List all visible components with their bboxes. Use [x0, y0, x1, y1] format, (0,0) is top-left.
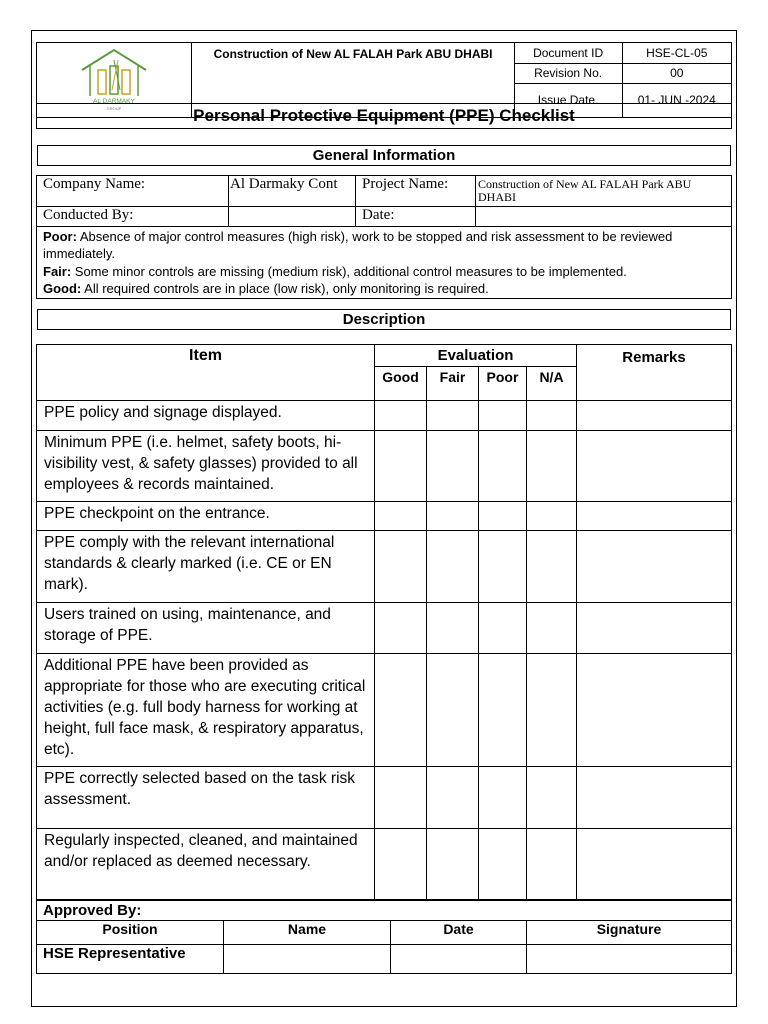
company-name-value[interactable]: Al Darmaky Cont — [229, 176, 356, 207]
eval-fair-cell[interactable] — [427, 603, 479, 654]
issue-date-value: 01- JUN -2024 — [622, 83, 731, 117]
eval-na-cell[interactable] — [527, 401, 577, 431]
hse-representative-label: HSE Representative — [37, 945, 224, 974]
checklist-title: Personal Protective Equipment (PPE) Checklist — [36, 103, 732, 129]
risk-legend — [37, 227, 732, 299]
eval-good-cell[interactable] — [375, 431, 427, 502]
remarks-header: Remarks — [577, 345, 732, 401]
item-text: Users trained on using, maintenance, and storage of PPE. — [37, 603, 375, 654]
table-row — [37, 431, 732, 502]
name-header: Name — [224, 921, 391, 945]
document-id-value: HSE-CL-05 — [622, 43, 731, 64]
project-name-label: Project Name: — [356, 176, 476, 207]
eval-na-cell[interactable] — [527, 767, 577, 829]
eval-fair-cell[interactable] — [427, 401, 479, 431]
company-name-label: Company Name: — [37, 176, 229, 207]
eval-na-cell[interactable] — [527, 531, 577, 603]
remarks-cell[interactable] — [577, 767, 732, 829]
item-text: PPE checkpoint on the entrance. — [37, 502, 375, 531]
eval-fair-cell[interactable] — [427, 829, 479, 901]
item-text: Regularly inspected, cleaned, and maintained and/or replaced as deemed necessary. — [37, 829, 375, 901]
table-row — [37, 829, 732, 901]
svg-text:GROUP: GROUP — [106, 105, 122, 111]
eval-fair-cell[interactable] — [427, 654, 479, 767]
general-info-table — [36, 175, 732, 299]
item-text: Additional PPE have been provided as appropriate for those who are executing critical activities (e.g. full body harness for working at height, full face mask, & respiratory apparatus, etc). — [37, 654, 375, 767]
checklist-table — [36, 344, 732, 901]
eval-fair-cell[interactable] — [427, 531, 479, 603]
eval-fair-header: Fair — [427, 367, 479, 401]
date-value[interactable] — [476, 207, 732, 227]
remarks-cell[interactable] — [577, 531, 732, 603]
table-row — [37, 401, 732, 431]
eval-good-header: Good — [375, 367, 427, 401]
date-header: Date — [391, 921, 527, 945]
approver-date-cell[interactable] — [391, 945, 527, 974]
eval-na-cell[interactable] — [527, 829, 577, 901]
eval-na-cell[interactable] — [527, 502, 577, 531]
legend-good: Good: All required controls are in place (low risk), only monitoring is required. — [43, 281, 489, 296]
eval-poor-cell[interactable] — [479, 401, 527, 431]
project-title: Construction of New AL FALAH Park ABU DHABI — [192, 43, 514, 118]
document-id-label: Document ID — [514, 43, 622, 64]
remarks-cell[interactable] — [577, 431, 732, 502]
table-row — [37, 502, 732, 531]
table-row — [37, 531, 732, 603]
conducted-by-label: Conducted By: — [37, 207, 229, 227]
eval-good-cell[interactable] — [375, 767, 427, 829]
remarks-cell[interactable] — [577, 502, 732, 531]
general-info-heading: General Information — [37, 145, 731, 166]
eval-good-cell[interactable] — [375, 502, 427, 531]
item-text: PPE comply with the relevant international standards & clearly marked (i.e. CE or EN mark). — [37, 531, 375, 603]
date-label: Date: — [356, 207, 476, 227]
eval-good-cell[interactable] — [375, 829, 427, 901]
eval-fair-cell[interactable] — [427, 431, 479, 502]
approver-name-cell[interactable] — [224, 945, 391, 974]
legend-fair: Fair: Some minor controls are missing (medium risk), additional control measures to be implemented. — [43, 263, 627, 279]
table-row — [37, 603, 732, 654]
signature-header: Signature — [527, 921, 732, 945]
svg-text:AL DARMAKY: AL DARMAKY — [93, 97, 136, 105]
eval-poor-cell[interactable] — [479, 431, 527, 502]
position-header: Position — [37, 921, 224, 945]
company-logo — [74, 46, 154, 112]
approved-by-heading: Approved By: — [37, 900, 732, 921]
eval-fair-cell[interactable] — [427, 767, 479, 829]
eval-poor-cell[interactable] — [479, 531, 527, 603]
description-heading: Description — [37, 309, 731, 330]
item-text: PPE policy and signage displayed. — [37, 401, 375, 431]
eval-na-cell[interactable] — [527, 654, 577, 767]
evaluation-header: Evaluation — [375, 345, 577, 367]
item-header: Item — [37, 345, 375, 401]
item-text: PPE correctly selected based on the task risk assessment. — [37, 767, 375, 829]
eval-poor-cell[interactable] — [479, 502, 527, 531]
eval-poor-cell[interactable] — [479, 767, 527, 829]
eval-na-header: N/A — [527, 367, 577, 401]
issue-date-label: Issue Date. — [514, 83, 622, 117]
legend-poor: Poor: Absence of major control measures (high risk), work to be stopped and risk assessment to be reviewed immediately. — [43, 228, 673, 261]
table-row — [37, 767, 732, 829]
revision-label: Revision No. — [514, 63, 622, 83]
item-text: Minimum PPE (i.e. helmet, safety boots, hi-visibility vest, & safety glasses) provided to all employees & records maintained. — [37, 431, 375, 502]
eval-poor-header: Poor — [479, 367, 527, 401]
approval-table — [36, 899, 732, 974]
eval-good-cell[interactable] — [375, 531, 427, 603]
eval-good-cell[interactable] — [375, 654, 427, 767]
remarks-cell[interactable] — [577, 654, 732, 767]
eval-poor-cell[interactable] — [479, 603, 527, 654]
eval-na-cell[interactable] — [527, 431, 577, 502]
conducted-by-value[interactable] — [229, 207, 356, 227]
eval-fair-cell[interactable] — [427, 502, 479, 531]
eval-poor-cell[interactable] — [479, 654, 527, 767]
approver-signature-cell[interactable] — [527, 945, 732, 974]
table-row — [37, 654, 732, 767]
eval-na-cell[interactable] — [527, 603, 577, 654]
eval-good-cell[interactable] — [375, 603, 427, 654]
remarks-cell[interactable] — [577, 603, 732, 654]
remarks-cell[interactable] — [577, 401, 732, 431]
revision-value: 00 — [622, 63, 731, 83]
project-name-value[interactable]: Construction of New AL FALAH Park ABU DHABI — [476, 176, 732, 207]
eval-good-cell[interactable] — [375, 401, 427, 431]
remarks-cell[interactable] — [577, 829, 732, 901]
eval-poor-cell[interactable] — [479, 829, 527, 901]
